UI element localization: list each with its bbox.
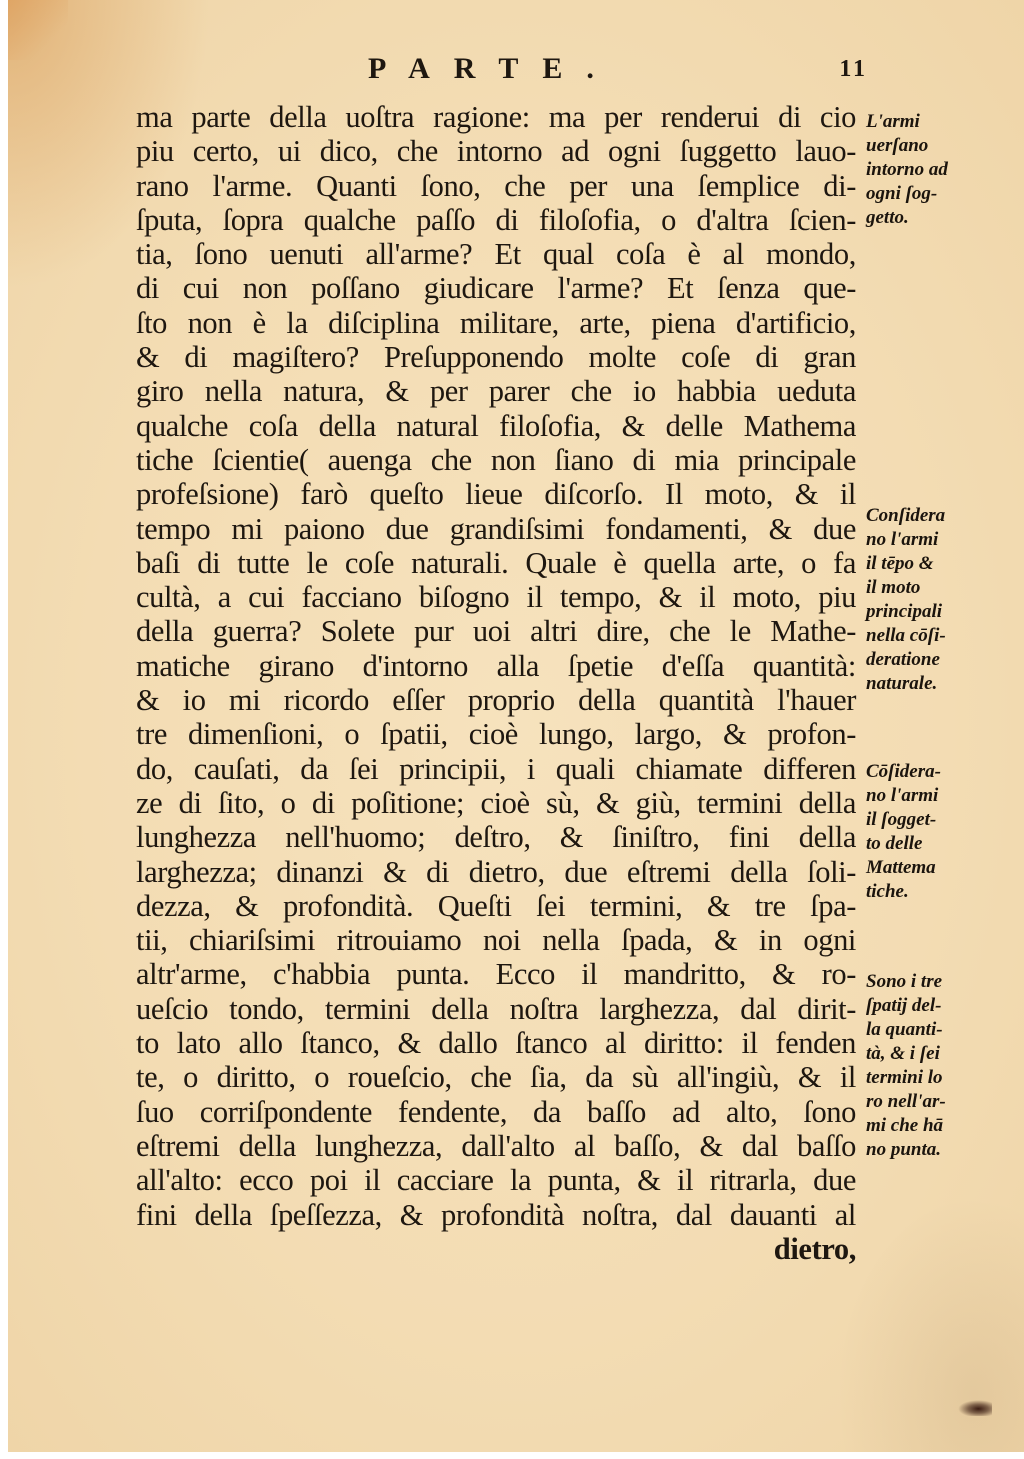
text-line: tiche ſcientie( auenga che non ſiano di mia principale	[136, 442, 856, 477]
corner-stain	[8, 0, 68, 60]
text-line: & io mi ricordo eſſer proprio della quantità l'hauer	[136, 683, 856, 718]
text-line: ze di ſito, o di poſitione; cioè sù, & giù, termini della	[136, 785, 856, 820]
book-page	[8, 0, 1024, 1452]
margin-note-line: no l'armi	[866, 529, 939, 550]
text-line: di cui non poſſano giudicare l'arme? Et ſenza que-	[136, 271, 856, 306]
margin-note-line: ro nell'ar-	[866, 1091, 946, 1112]
text-line: do, cauſati, da ſei principii, i quali chiamate differen	[136, 751, 856, 786]
text-line: tre dimenſioni, o ſpatii, cioè lungo, largo, & profon-	[136, 717, 856, 752]
margin-note	[866, 110, 986, 230]
margin-note	[866, 970, 986, 1162]
margin-note-line: termini lo	[866, 1067, 943, 1088]
text-line: rano l'arme. Quanti ſono, che per una ſemplice di-	[136, 168, 856, 203]
text-line: qualche coſa della natural filoſofia, & delle Mathema	[136, 408, 856, 443]
margin-note-line: il ſogget-	[866, 809, 937, 830]
text-line: profeſsione) farò queſto lieue diſcorſo. Il moto, & il	[136, 477, 856, 512]
margin-note-line: ſpatij del-	[866, 995, 942, 1016]
text-line: tia, ſono uenuti all'arme? Et qual coſa è al mondo,	[136, 237, 856, 272]
margin-note-line: il moto	[866, 577, 921, 598]
text-line: ſputa, ſopra qualche paſſo di filoſofia, o d'altra ſcien-	[136, 202, 856, 237]
margin-note-line: mi che hā	[866, 1115, 944, 1136]
text-line: & di magiſtero? Preſupponendo molte coſe di gran	[136, 340, 856, 375]
margin-note-line: L'armi	[866, 111, 920, 132]
margin-note-line: Conſidera	[866, 505, 946, 526]
text-line: fini della ſpeſſezza, & profondità noſtra, dal dauanti al	[136, 1197, 856, 1232]
text-line: te, o diritto, o roueſcio, che ſia, da sù all'ingiù, & il	[136, 1060, 856, 1095]
margin-note-line: tiche.	[866, 881, 909, 902]
text-line: larghezza; dinanzi & di dietro, due eſtremi della ſoli-	[136, 854, 856, 889]
page-header	[368, 52, 868, 92]
text-line: all'alto: ecco poi il cacciare la punta, & il ritrarla, due	[136, 1163, 856, 1198]
margin-note-line: getto.	[866, 207, 909, 228]
margin-note-line: intorno ad	[866, 159, 948, 180]
running-title: PARTE.	[368, 52, 618, 85]
text-line: matiche girano d'intorno alla ſpetie d'eſſa quantità:	[136, 648, 856, 683]
body-text	[136, 100, 856, 1266]
text-line: ueſcio tondo, termini della noſtra larghezza, dal dirit-	[136, 991, 856, 1026]
margin-note-line: ogni ſog-	[866, 183, 938, 204]
text-line: baſi di tutte le coſe naturali. Quale è quella arte, o fa	[136, 545, 856, 580]
ink-blot	[958, 1400, 992, 1416]
margin-note-line: la quanti-	[866, 1019, 943, 1040]
text-line: ma parte della uoſtra ragione: ma per renderui di cio	[136, 100, 856, 134]
text-line: to lato allo ſtanco, & dallo ſtanco al diritto: il fenden	[136, 1026, 856, 1061]
text-line: tempo mi paiono due grandiſsimi fondamenti, & due	[136, 511, 856, 546]
margin-note-line: Cōſidera-	[866, 761, 941, 782]
margin-note-line: tà, & i ſei	[866, 1043, 940, 1064]
margin-note	[866, 760, 986, 904]
text-line: cultà, a cui facciano biſogno il tempo, & il moto, piu	[136, 580, 856, 615]
margin-note	[866, 504, 986, 696]
text-line: giro nella natura, & per parer che io habbia ueduta	[136, 374, 856, 409]
text-line: altr'arme, c'habbia punta. Ecco il mandritto, & ro-	[136, 957, 856, 992]
text-line: della guerra? Solete pur uoi altri dire, che le Mathe-	[136, 614, 856, 649]
margin-note-line: no punta.	[866, 1139, 941, 1160]
margin-note-line: uerſano	[866, 135, 929, 156]
margin-note-line: nella cōſi-	[866, 625, 946, 646]
margin-note-line: il tēpo &	[866, 553, 934, 574]
text-line: ſto non è la diſciplina militare, arte, piena d'artificio,	[136, 305, 856, 340]
text-line: dezza, & profondità. Queſti ſei termini, & tre ſpa-	[136, 888, 856, 923]
margin-note-line: principali	[866, 601, 943, 622]
text-line: ſuo corriſpondente fendente, da baſſo ad alto, ſono	[136, 1094, 856, 1129]
catchword: dietro,	[773, 1231, 856, 1266]
text-line: lunghezza nell'huomo; deſtro, & ſiniſtro, fini della	[136, 820, 856, 855]
text-line: tii, chiariſsimi ritrouiamo noi nella ſpada, & in ogni	[136, 923, 856, 958]
text-line: piu certo, ui dico, che intorno ad ogni ſuggetto lauo-	[136, 134, 856, 169]
margin-note-line: to delle	[866, 833, 923, 854]
page-number: 11	[839, 56, 868, 82]
margin-note-line: naturale.	[866, 673, 938, 694]
margin-note-line: no l'armi	[866, 785, 939, 806]
margin-note-line: Sono i tre	[866, 971, 943, 992]
margin-note-line: Mattema	[866, 857, 936, 878]
margin-note-line: deratione	[866, 649, 940, 670]
text-line: eſtremi della lunghezza, dall'alto al baſſo, & dal baſſo	[136, 1128, 856, 1163]
